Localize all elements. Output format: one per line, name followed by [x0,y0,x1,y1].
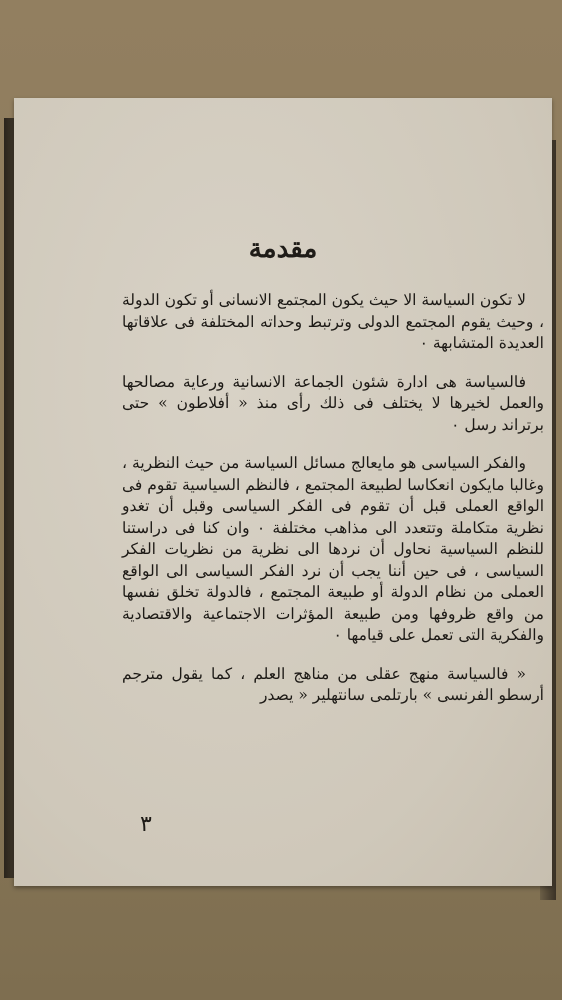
book-page [14,98,552,886]
paragraph-3: والفكر السياسى هو مايعالج مسائل السياسة من حيث النظرية ، وغالبا مايكون انعكاسا لطبيعة المجتمع ، فالنظم السياسية تقوم فى الواقع العملى قبل أن تقوم فى الفكر السياسى وقبل أن تغدو نظرية متكاملة وتتعدد الى مذاهب مختلفة ٠ وان كنا فى دراستنا للنظم السياسية نحاول أن نردها الى نظرية من نظريات الفكر السياسى ، فى حين أننا يجب أن نرد الفكر السياسى الى الواقع العملى من نظام الدولة أو طبيعة المجتمع ، فالدولة تخلق نفسها من واقع ظروفها ومن طبيعة المؤثرات الاجتماعية والاقتصادية والفكرية التى تعمل على قيامها ٠ [122,454,545,644]
paragraph-1: لا تكون السياسة الا حيث يكون المجتمع الانسانى أو تكون الدولة ، وحيث يقوم المجتمع الدولى وترتبط وحداته المختلفة فى علاقاتها العديدة المتشابهة ٠ [122,291,544,352]
paragraph-4: « فالسياسة منهج عقلى من مناهج العلم ، كما يقول مترجم أرسطو الفرنسى » بارتلمى سانتهلير « يصدر [122,664,544,704]
page-number: ٣ [140,812,152,837]
page-heading: مقدمة [248,234,318,264]
body-text [122,290,544,707]
paragraph-2: فالسياسة هى ادارة شئون الجماعة الانسانية ورعاية مصالحها والعمل لخيرها لا يختلف فى ذلك رأى منذ « أفلاطون » حتى برتراند رسل ٠ [122,372,544,434]
